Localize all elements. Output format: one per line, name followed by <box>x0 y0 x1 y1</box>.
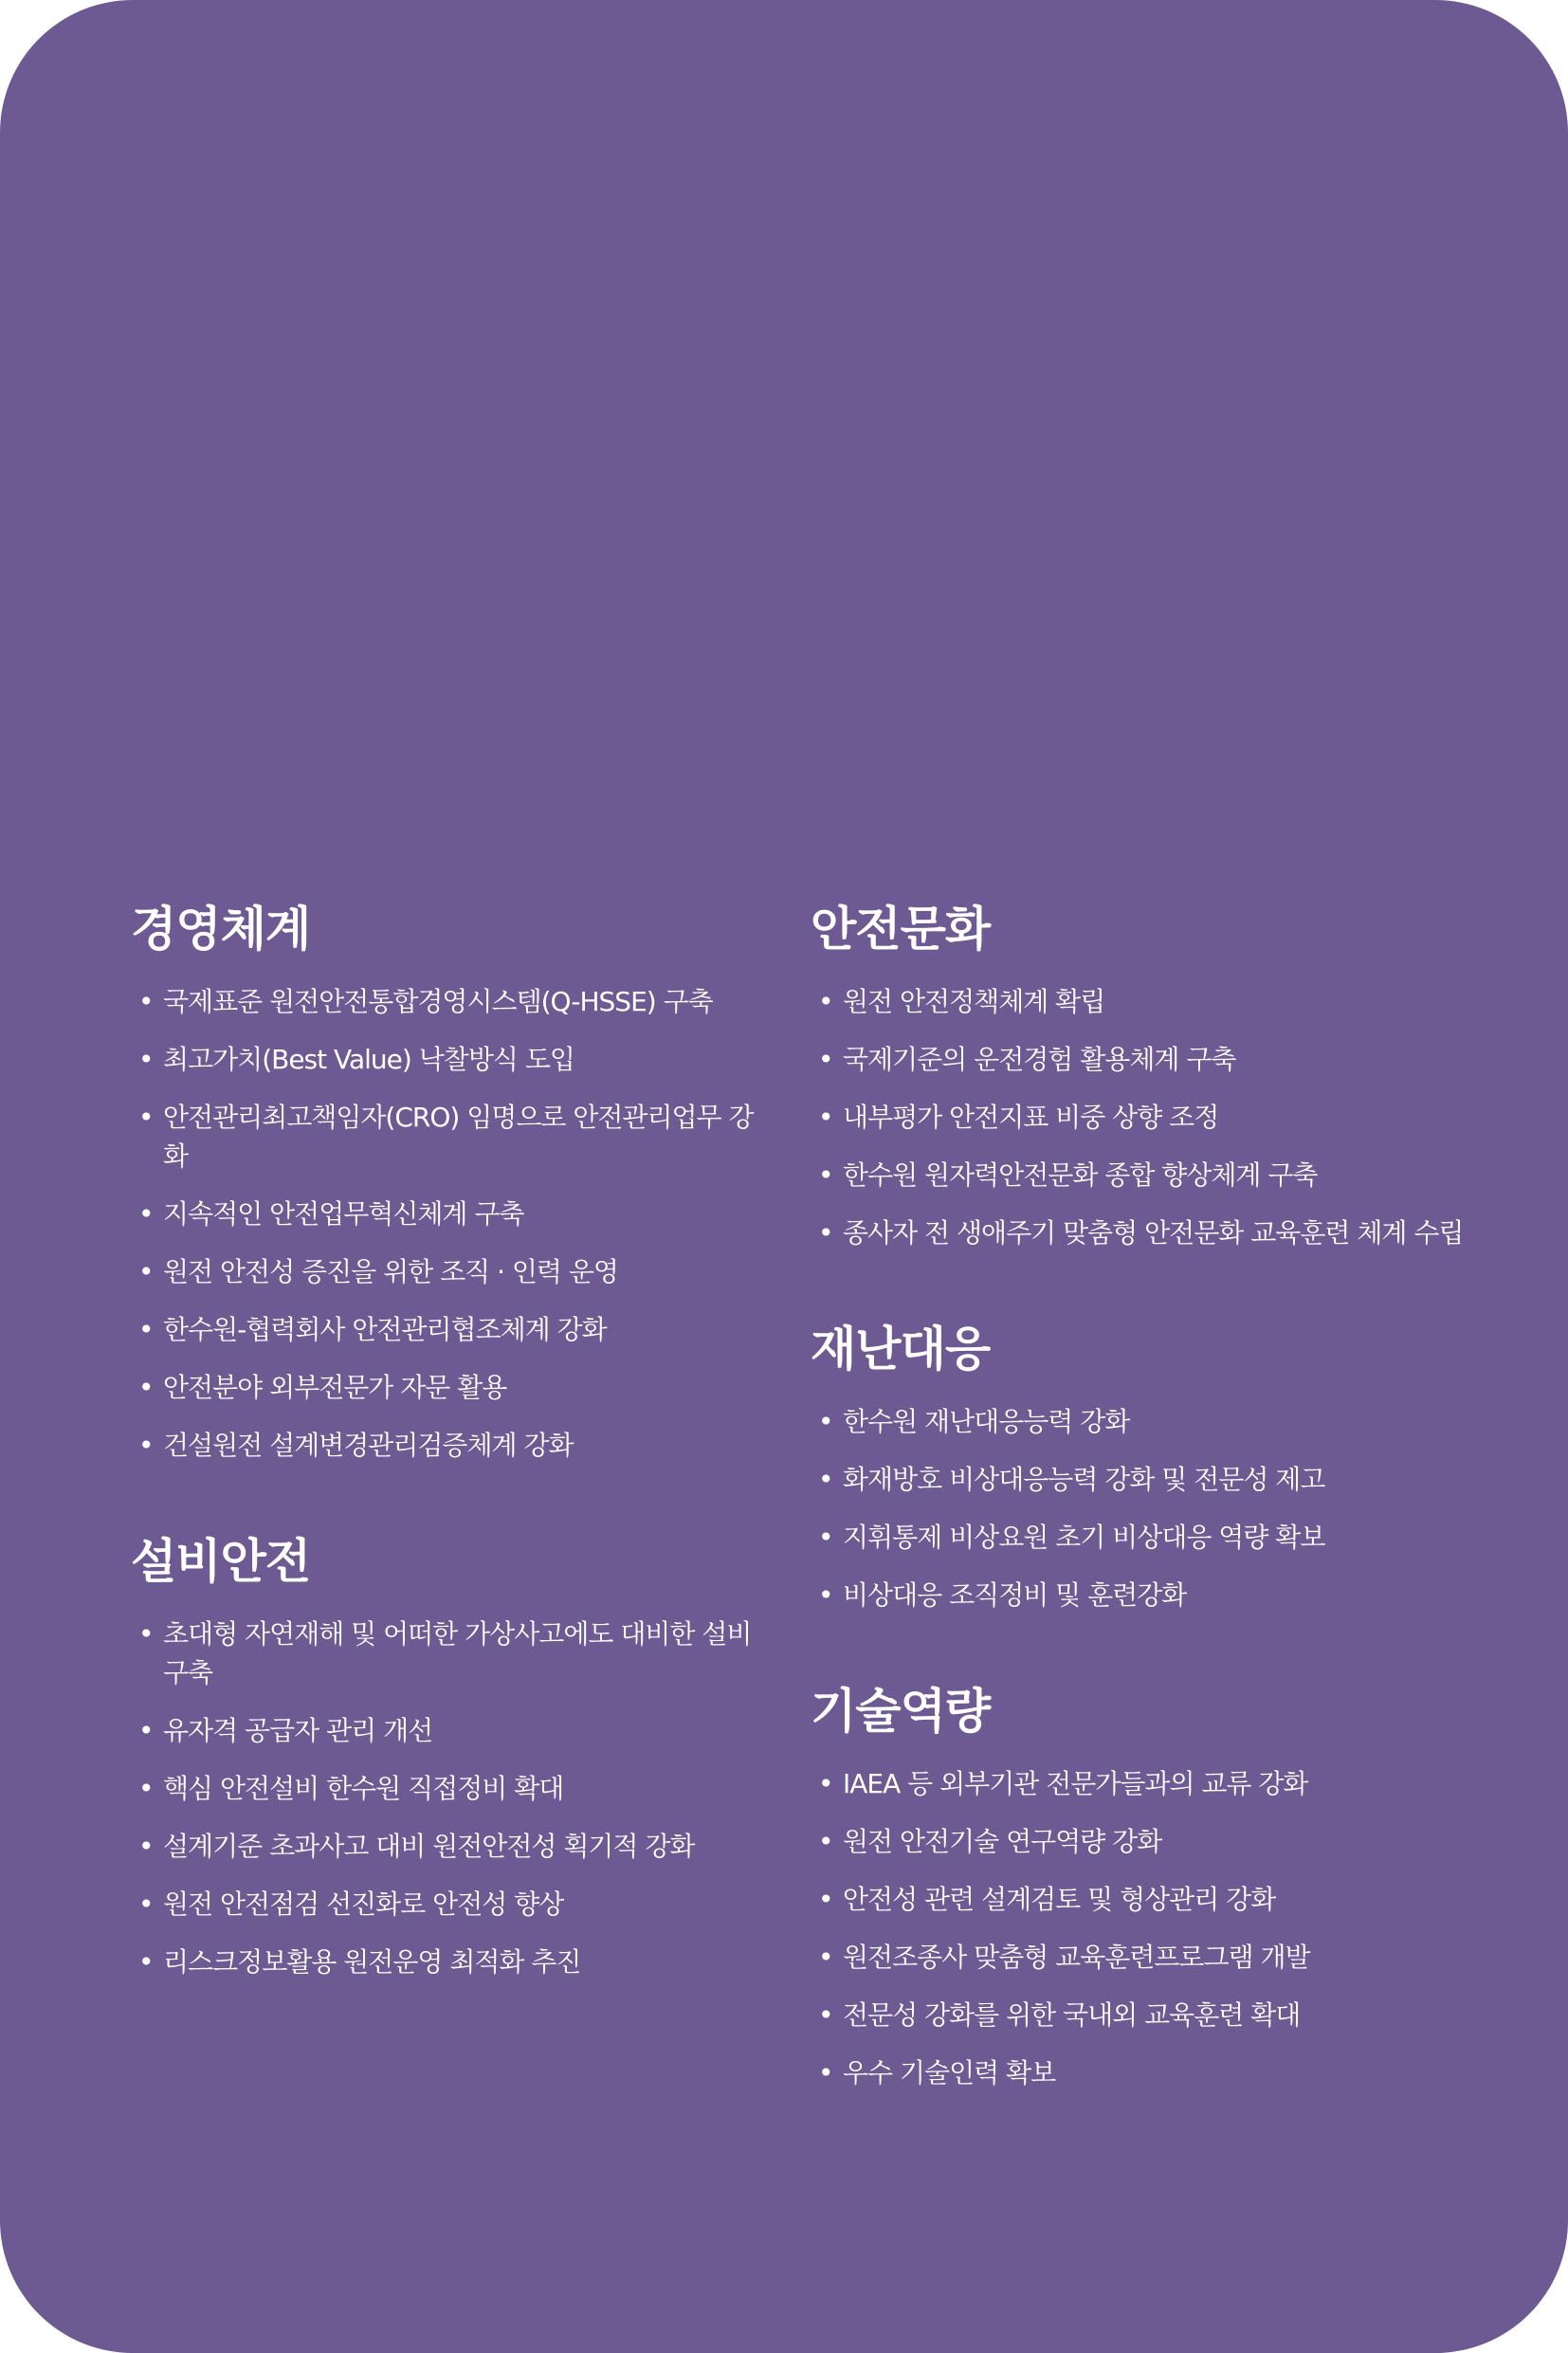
item-list <box>131 1614 775 1981</box>
bullet-icon: • <box>138 1044 154 1075</box>
list-item <box>131 1195 775 1233</box>
list-item-text: 전문성 강화를 위한 국내외 교육훈련 확대 <box>843 1999 1301 2031</box>
list-item-text: 국제기준의 운전경험 활용체계 구축 <box>843 1044 1236 1075</box>
list-item <box>131 1098 775 1176</box>
list-item <box>131 1310 775 1349</box>
bullet-icon: • <box>818 1102 833 1133</box>
bullet-icon: • <box>818 1159 833 1191</box>
bullet-icon: • <box>138 986 154 1017</box>
list-item-text: 설계기준 초과사고 대비 원전안전성 획기적 강화 <box>163 1831 695 1862</box>
list-item <box>811 1822 1474 1861</box>
bullet-icon: • <box>138 1888 154 1920</box>
bullet-icon: • <box>138 1256 154 1287</box>
bullet-icon: • <box>818 1999 833 2031</box>
list-item-text: 최고가치(Best Value) 낙찰방식 도입 <box>163 1044 574 1075</box>
bullet-icon: • <box>138 1618 154 1650</box>
section-title: 안전문화 <box>811 902 991 957</box>
list-item-text: 건설원전 설계변경관리검증체계 강화 <box>163 1430 574 1461</box>
bullet-icon: • <box>138 1314 154 1345</box>
list-item-text: 안전성 관련 설계검토 및 형상관리 강화 <box>843 1884 1276 1915</box>
section-title: 설비안전 <box>131 1534 311 1589</box>
section-safety-culture <box>811 901 1474 1252</box>
list-item <box>131 1885 775 1924</box>
list-item <box>811 1576 1474 1614</box>
bullet-icon: • <box>818 1217 833 1249</box>
list-item-text: 한수원-협력회사 안전관리협조체계 강화 <box>163 1314 607 1345</box>
list-item-text: 지휘통제 비상요원 초기 비상대응 역량 확보 <box>843 1522 1325 1553</box>
item-list <box>811 1764 1474 2092</box>
list-item-text: 핵심 안전설비 한수원 직접정비 확대 <box>163 1773 564 1804</box>
list-item <box>131 1614 775 1692</box>
item-list <box>811 982 1474 1252</box>
list-item <box>811 1938 1474 1977</box>
bullet-icon: • <box>818 1522 833 1553</box>
list-item <box>131 1943 775 1981</box>
list-item <box>811 982 1474 1021</box>
list-item-text: 화재방호 비상대응능력 강화 및 전문성 제고 <box>843 1464 1325 1495</box>
section-title: 기술역량 <box>811 1684 991 1739</box>
list-item <box>131 1769 775 1808</box>
section-technical-capability <box>811 1683 1474 2092</box>
bullet-icon: • <box>138 1715 154 1746</box>
bullet-icon: • <box>138 1102 154 1133</box>
bullet-icon: • <box>818 1044 833 1075</box>
right-column <box>811 901 1474 2161</box>
list-item-text: 내부평가 안전지표 비중 상향 조정 <box>843 1102 1219 1133</box>
list-item <box>811 1880 1474 1919</box>
list-item-text: 종사자 전 생애주기 맞춤형 안전문화 교육훈련 체계 수립 <box>843 1217 1464 1249</box>
list-item <box>811 1764 1474 1803</box>
list-item-text: 국제표준 원전안전통합경영시스템(Q-HSSE) 구축 <box>163 986 713 1017</box>
list-item-text: 유자격 공급자 관리 개선 <box>163 1715 433 1746</box>
left-column <box>131 901 775 2050</box>
list-item <box>811 1402 1474 1441</box>
section-management-system <box>131 901 775 1465</box>
item-list <box>131 982 775 1465</box>
item-list <box>811 1402 1474 1614</box>
list-item <box>131 982 775 1021</box>
list-item <box>811 1040 1474 1079</box>
bullet-icon: • <box>818 1768 833 1799</box>
list-item <box>811 1213 1474 1252</box>
list-item <box>131 1368 775 1407</box>
list-item-text: 안전관리최고책임자(CRO) 임명으로 안전관리업무 강화 <box>163 1102 754 1172</box>
bullet-icon: • <box>138 1946 154 1978</box>
section-facility-safety <box>131 1533 775 1981</box>
section-title: 재난대응 <box>811 1322 991 1377</box>
bullet-icon: • <box>818 1884 833 1915</box>
bullet-icon: • <box>818 1406 833 1437</box>
list-item <box>131 1827 775 1866</box>
section-disaster-response <box>811 1321 1474 1614</box>
section-title: 경영체계 <box>131 902 311 957</box>
list-item <box>811 1518 1474 1557</box>
list-item-text: 원전 안전점검 선진화로 안전성 향상 <box>163 1888 564 1920</box>
bullet-icon: • <box>818 1942 833 1973</box>
list-item-text: 원전 안전성 증진을 위한 조직 · 인력 운영 <box>163 1256 618 1287</box>
bullet-icon: • <box>138 1831 154 1862</box>
list-item <box>811 1460 1474 1499</box>
list-item-text: 원전 안전기술 연구역량 강화 <box>843 1826 1162 1857</box>
list-item <box>131 1252 775 1291</box>
list-item-text: 비상대응 조직정비 및 훈련강화 <box>843 1579 1187 1611</box>
list-item <box>811 2053 1474 2092</box>
list-item <box>811 1156 1474 1195</box>
list-item <box>131 1040 775 1079</box>
bullet-icon: • <box>818 1826 833 1857</box>
list-item <box>811 1996 1474 2034</box>
bullet-icon: • <box>818 986 833 1017</box>
bullet-icon: • <box>138 1372 154 1403</box>
list-item <box>131 1711 775 1750</box>
bullet-icon: • <box>138 1773 154 1804</box>
list-item-text: 리스크정보활용 원전운영 최적화 추진 <box>163 1946 581 1978</box>
list-item-text: 원전 안전정책체계 확립 <box>843 986 1105 1017</box>
list-item-text: 안전분야 외부전문가 자문 활용 <box>163 1372 507 1403</box>
list-item-text: 지속적인 안전업무혁신체계 구축 <box>163 1198 524 1230</box>
bullet-icon: • <box>818 1464 833 1495</box>
list-item-text: IAEA 등 외부기관 전문가들과의 교류 강화 <box>843 1768 1308 1799</box>
list-item-text: 초대형 자연재해 및 어떠한 가상사고에도 대비한 설비 구축 <box>163 1618 752 1688</box>
bullet-icon: • <box>138 1430 154 1461</box>
list-item-text: 한수원 원자력안전문화 종합 향상체계 구축 <box>843 1159 1318 1191</box>
list-item-text: 원전조종사 맞춤형 교육훈련프로그램 개발 <box>843 1942 1310 1973</box>
list-item <box>131 1426 775 1465</box>
list-item-text: 한수원 재난대응능력 강화 <box>843 1406 1130 1437</box>
bullet-icon: • <box>138 1198 154 1230</box>
list-item-text: 우수 기술인력 확보 <box>843 2057 1056 2089</box>
bullet-icon: • <box>818 1579 833 1611</box>
list-item <box>811 1098 1474 1137</box>
bullet-icon: • <box>818 2057 833 2089</box>
